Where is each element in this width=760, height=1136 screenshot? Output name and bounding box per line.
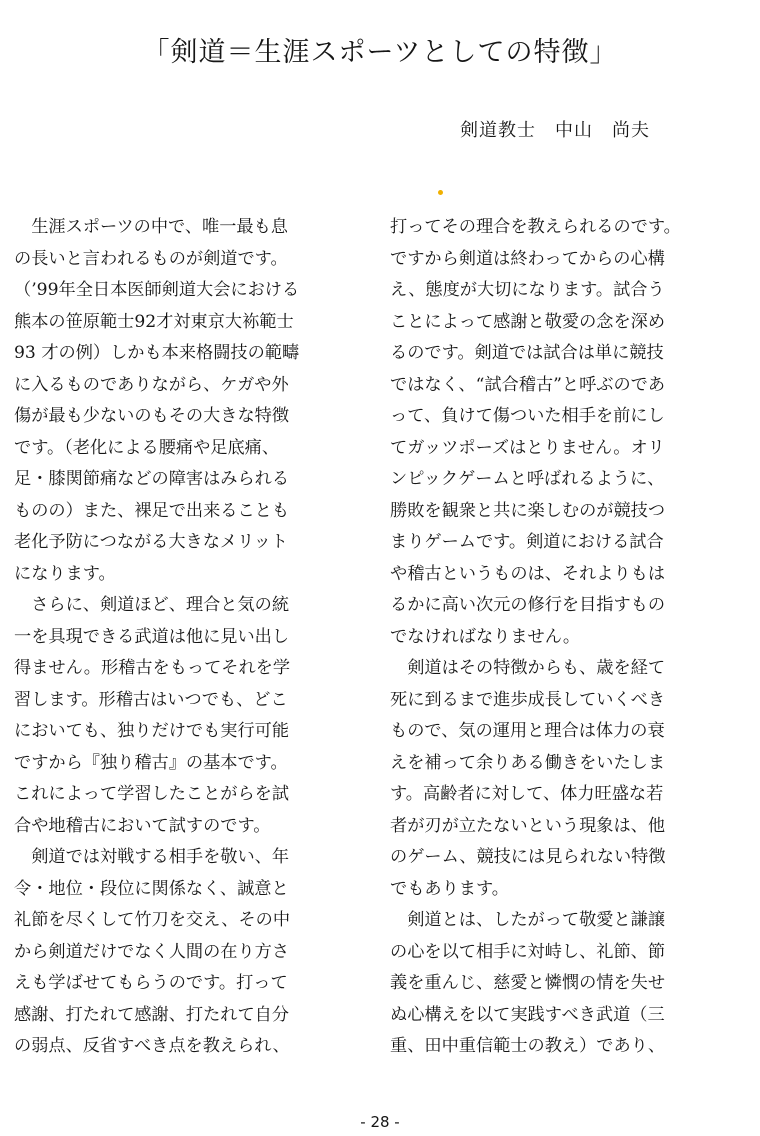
text-line: 熊本の笹原範士92才対東京大袮範士	[14, 311, 294, 332]
text-line: るかに高い次元の修行を目指すもの	[390, 595, 666, 615]
text-line: 勝敗を観衆と共に楽しむのが競技つ	[390, 500, 666, 521]
text-line: す。高齢者に対して、体力旺盛な若	[390, 784, 664, 804]
text-line: ぬ心構えを以て実践すべき武道（三	[390, 1004, 665, 1025]
text-line: の心を以て相手に対峙し、礼節、節	[390, 941, 666, 962]
text-line: 得ません。形稽古をもってそれを学	[14, 658, 291, 678]
text-line: においても、独りだけでも実行可能	[14, 721, 290, 741]
text-line: これによって学習したことがらを試	[14, 784, 290, 804]
text-line: 打ってその理合を教えられるのです。	[390, 217, 681, 237]
text-line: 感謝、打たれて感謝、打たれて自分	[14, 1004, 290, 1025]
text-line: 傷が最も少ないのもその大きな特徴	[14, 406, 290, 426]
left-text-column	[14, 212, 329, 1063]
text-line: に入るものでありながら、ケガや外	[14, 374, 289, 395]
text-line: さらに、剣道ほど、理合と気の統	[14, 595, 290, 615]
text-line: 習します。形稽古はいつでも、どこ	[14, 689, 288, 710]
text-line: 老化予防につながる大きなメリット	[14, 532, 288, 552]
text-line: や稽古というものは、それよりもは	[390, 563, 666, 584]
text-line: ですから『独り稽古』の基本です。	[14, 752, 288, 773]
text-line: 令・地位・段位に関係なく、誠意と	[14, 878, 289, 899]
text-line: てガッツポーズはとりません。オリ	[390, 437, 665, 458]
text-line: 者が刃が立たないという現象は、他	[390, 815, 666, 836]
text-line: えを補って余りある働きをいたしま	[390, 752, 666, 773]
text-line: るのです。剣道では試合は単に競技	[390, 343, 664, 363]
text-line: ではなく、“試合稽古”と呼ぶのであ	[390, 374, 666, 395]
text-line: になります。	[14, 563, 116, 584]
text-line: って、負けて傷ついた相手を前にし	[390, 406, 665, 426]
text-line: 重、田中重信範士の教え）であり、	[390, 1036, 666, 1056]
text-line: 生涯スポーツの中で、唯一最も息	[14, 217, 288, 237]
text-line: 礼節を尽くして竹刀を交え、その中	[14, 910, 291, 930]
text-line: でもあります。	[390, 878, 509, 899]
article-title: 「剣道＝生涯スポーツとしての特徴」	[142, 37, 618, 68]
text-line: 93 才の例）しかも本来格闘技の範疇	[14, 343, 300, 363]
text-line: 剣道とは、したがって敬愛と謙譲	[390, 910, 666, 930]
text-line: の長いと言われるものが剣道です。	[14, 248, 288, 269]
text-line: から剣道だけでなく人間の在り方さ	[14, 941, 290, 962]
text-line: 一を具現できる武道は他に見い出し	[14, 626, 290, 647]
text-line: まりゲームです。剣道における試合	[390, 532, 664, 552]
text-line: のゲーム、競技には見られない特徴	[390, 847, 666, 867]
text-line: 剣道はその特徴からも、歳を経て	[390, 658, 666, 678]
text-line: でなければなりません。	[390, 626, 581, 647]
text-line: ンピックゲームと呼ばれるように、	[390, 469, 665, 489]
text-line: えも学ばせてもらうのです。打って	[14, 973, 288, 993]
text-line: 合や地稽古において試すのです。	[14, 815, 271, 836]
text-line: の弱点、反省すべき点を教えられ、	[14, 1036, 290, 1056]
text-line: ものの）また、裸足で出来ることも	[14, 500, 290, 521]
text-line: ですから剣道は終わってからの心構	[390, 248, 665, 269]
right-text-column	[390, 212, 705, 1063]
author-byline: 剣道教士 中山 尚夫	[460, 120, 650, 141]
page-number: - 28 -	[360, 1113, 400, 1131]
text-line: 足・膝関節痛などの障害はみられる	[14, 469, 290, 489]
text-line: 義を重んじ、慈愛と憐憫の情を失せ	[390, 973, 666, 993]
text-line: ことによって感謝と敬愛の念を深め	[390, 311, 666, 332]
text-line: もので、気の運用と理合は体力の衰	[390, 721, 665, 741]
text-line: （’99年全日本医師剣道大会における	[14, 280, 300, 300]
text-line: 死に到るまで進歩成長していくべき	[390, 689, 666, 710]
text-line: 剣道では対戦する相手を敬い、年	[14, 847, 290, 867]
text-line: え、態度が大切になります。試合う	[390, 280, 665, 300]
stray-dot-mark	[438, 190, 443, 195]
text-line: です。（老化による腰痛や足底痛、	[14, 437, 280, 458]
